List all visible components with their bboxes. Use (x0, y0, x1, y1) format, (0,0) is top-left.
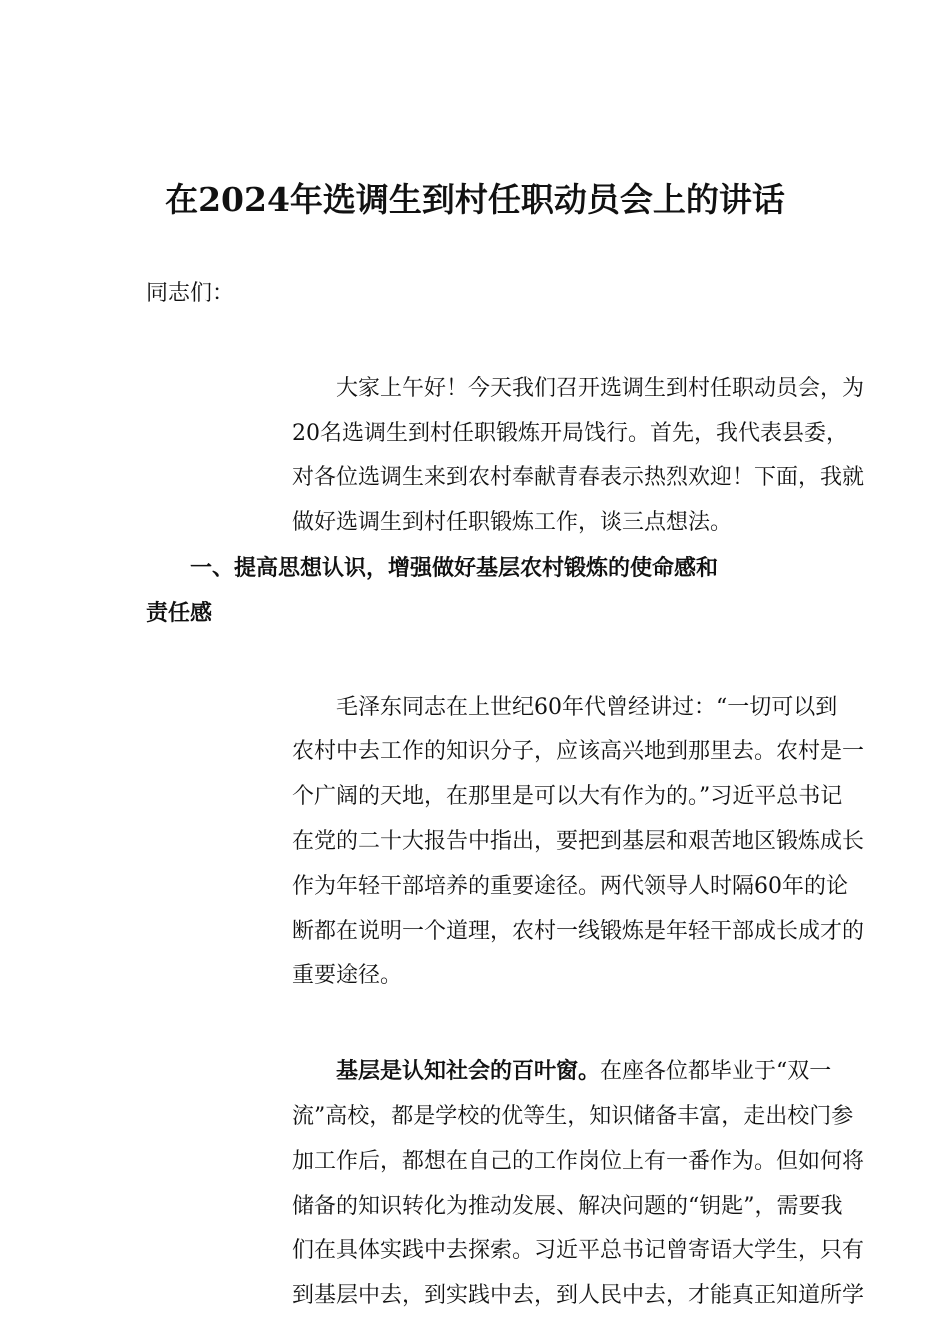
text-line: 们在具体实践中去探索。习近平总书记曾寄语大学生，只有 (292, 1238, 865, 1264)
paragraph (292, 367, 950, 546)
text-line: 同志们： (146, 281, 235, 306)
text-line: 储备的知识转化为推动发展、解决问题的“钥匙”，需要我 (292, 1193, 843, 1219)
paragraph (292, 686, 950, 1000)
document-title: 在2024年选调生到村任职动员会上的讲话 (165, 180, 785, 219)
text-line: 农村中去工作的知识分子，应该高兴地到那里去。农村是一 (292, 739, 865, 765)
salutation (146, 272, 810, 317)
text-line: 一、提高思想认识，增强做好基层农村锻炼的使命感和 (190, 554, 719, 581)
text-line (292, 1049, 950, 1095)
text-line: 20名选调生到村任职锻炼开局饯行。首先，我代表县委， (292, 420, 848, 446)
text-line: 流”高校，都是学校的优等生，知识储备丰富，走出校门参 (292, 1103, 854, 1129)
document-body (146, 272, 865, 1319)
text-line: 个广阔的天地，在那里是可以大有作为的。”习近平总书记 (292, 784, 843, 810)
text-line: 大家上午好！今天我们召开选调生到村任职动员会，为 (336, 375, 865, 401)
text-line: 断都在说明一个道理，农村一线锻炼是年轻干部成长成才的 (292, 918, 865, 944)
text-line: 做好选调生到村任职锻炼工作，谈三点想法。 (292, 510, 733, 536)
paragraph (292, 1049, 950, 1319)
text-line: 责任感 (146, 599, 213, 626)
text-line: 在党的二十大报告中指出，要把到基层和艰苦地区锻炼成长 (292, 828, 865, 854)
text-line: 作为年轻干部培养的重要途径。两代领导人时隔60年的论 (292, 873, 848, 899)
text-line: 到基层中去，到实践中去，到人民中去，才能真正知道所学 (292, 1283, 865, 1309)
lead-sentence: 基层是认知社会的百叶窗。 (336, 1058, 601, 1085)
line-text: 在座各位都毕业于“双一 (600, 1059, 832, 1085)
text-line: 毛泽东同志在上世纪60年代曾经讲过：“一切可以到 (336, 694, 838, 720)
text-line: 对各位选调生来到农村奉献青春表示热烈欢迎！下面，我就 (292, 465, 865, 491)
text-line: 加工作后，都想在自己的工作岗位上有一番作为。但如何将 (292, 1148, 865, 1174)
text-line: 重要途径。 (292, 963, 403, 989)
section-heading (146, 546, 810, 636)
